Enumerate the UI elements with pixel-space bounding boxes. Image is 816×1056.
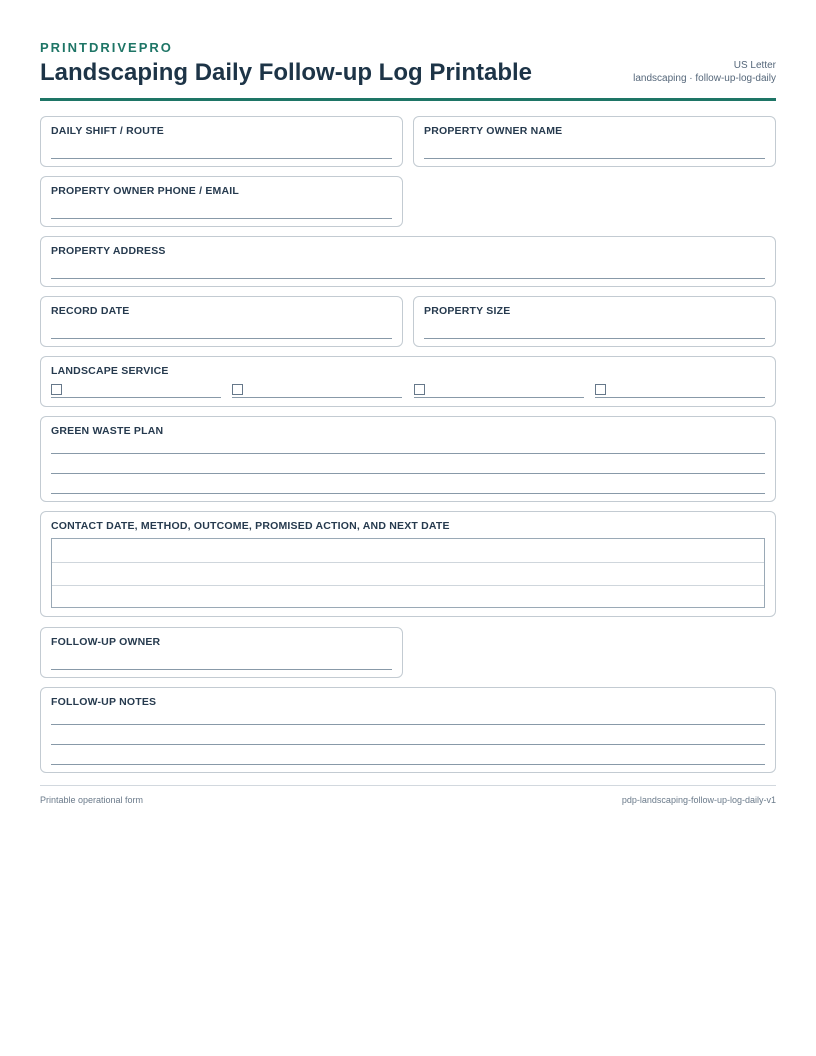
checkbox[interactable] — [51, 384, 62, 395]
service-option-1[interactable] — [51, 383, 221, 398]
field-label: FOLLOW-UP OWNER — [51, 636, 161, 648]
contact-log-field — [40, 511, 776, 617]
page-title: Landscaping Daily Follow-up Log Printable — [40, 59, 533, 86]
form-page — [40, 40, 776, 101]
property-size-field — [413, 296, 776, 347]
field-label: PROPERTY OWNER PHONE / EMAIL — [51, 185, 240, 197]
write-line[interactable] — [51, 724, 765, 725]
write-line[interactable] — [51, 218, 392, 219]
page-footer — [40, 785, 776, 805]
contact-log-table — [51, 538, 765, 608]
checkbox[interactable] — [232, 384, 243, 395]
field-label: FOLLOW-UP NOTES — [51, 696, 157, 708]
checkbox[interactable] — [595, 384, 606, 395]
write-line[interactable] — [51, 338, 392, 339]
follow-up-owner-field — [40, 627, 403, 678]
write-line[interactable] — [51, 493, 765, 494]
form-tags: landscaping · follow-up-log-daily — [633, 73, 776, 84]
write-line[interactable] — [51, 278, 765, 279]
field-label: DAILY SHIFT / ROUTE — [51, 125, 164, 137]
service-option-4[interactable] — [595, 383, 765, 398]
field-label: PROPERTY ADDRESS — [51, 245, 166, 257]
write-line[interactable] — [51, 473, 765, 474]
write-line[interactable] — [51, 764, 765, 765]
field-label: LANDSCAPE SERVICE — [51, 365, 169, 377]
field-label: PROPERTY OWNER NAME — [424, 125, 563, 137]
write-line[interactable] — [51, 744, 765, 745]
checkbox[interactable] — [414, 384, 425, 395]
write-line[interactable] — [51, 669, 392, 670]
page-meta — [633, 59, 776, 85]
field-label: PROPERTY SIZE — [424, 305, 511, 317]
landscape-service-field — [40, 356, 776, 407]
write-line[interactable] — [51, 453, 765, 454]
table-row-divider — [52, 562, 764, 563]
footer-form-id: pdp-landscaping-follow-up-log-daily-v1 — [621, 795, 776, 805]
field-label: GREEN WASTE PLAN — [51, 425, 164, 437]
service-option-3[interactable] — [414, 383, 584, 398]
field-label: CONTACT DATE, METHOD, OUTCOME, PROMISED ACTION, AND NEXT DATE — [51, 520, 450, 532]
brand-name: PRINTDRIVEPRO — [40, 40, 173, 55]
table-row-divider — [52, 585, 764, 586]
write-line[interactable] — [424, 338, 765, 339]
write-line[interactable] — [51, 158, 392, 159]
field-label: RECORD DATE — [51, 305, 130, 317]
page-header — [40, 40, 776, 101]
green-waste-plan-field — [40, 416, 776, 502]
property-owner-name-field — [413, 116, 776, 167]
checkbox-row — [51, 383, 765, 399]
record-date-field — [40, 296, 403, 347]
footer-left: Printable operational form — [40, 795, 144, 805]
paper-size: US Letter — [733, 60, 776, 71]
daily-shift-route-field — [40, 116, 403, 167]
write-line[interactable] — [424, 158, 765, 159]
follow-up-notes-field — [40, 687, 776, 773]
property-address-field — [40, 236, 776, 287]
service-option-2[interactable] — [232, 383, 402, 398]
property-owner-contact-field — [40, 176, 403, 227]
